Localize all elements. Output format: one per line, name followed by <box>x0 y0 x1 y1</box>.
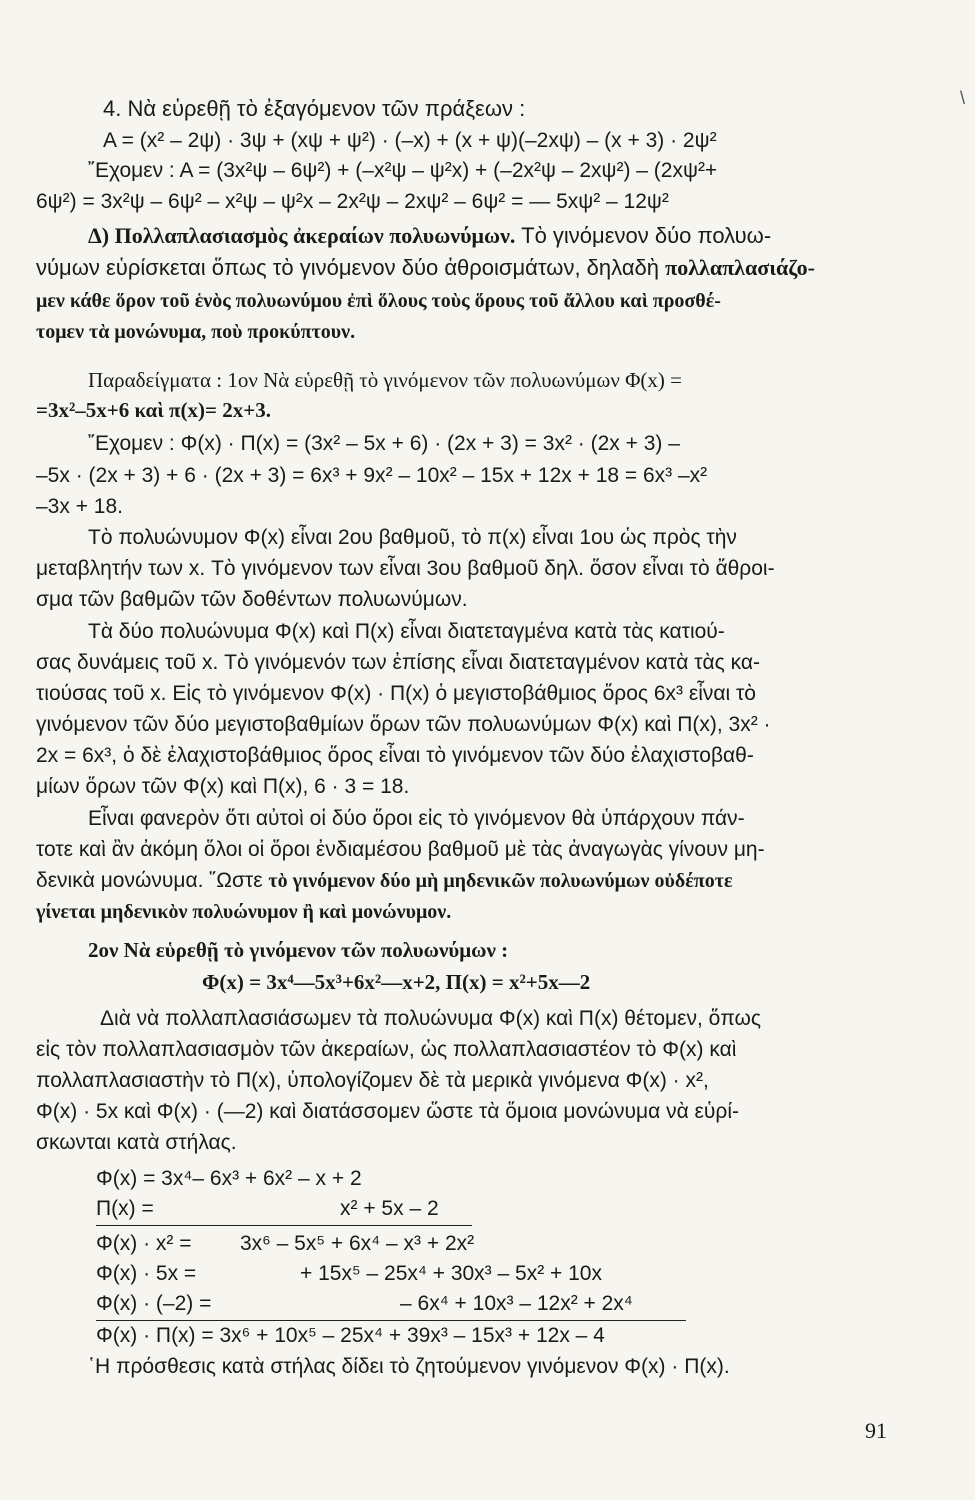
paragraph-1-line: σμα τῶν βαθμῶν τῶν δοθέντων πολυωνύμων. <box>36 588 468 611</box>
example-2-text-line: πολλαπλασιαστὴν τὸ Π(x), ὑπολογίζομεν δὲ τὰ μερικὰ γινόμενα Φ(x) · x², <box>36 1069 709 1092</box>
calc-row-phi: Φ(x) = 3x⁴– 6x³ + 6x² – x + 2 <box>96 1167 362 1190</box>
example-2-text-line: Διὰ νὰ πολλαπλασιάσωμεν τὰ πολυώνυμα Φ(x) καὶ Π(x) θέτομεν, ὅπως <box>100 1007 762 1030</box>
calc-rule-2 <box>96 1320 686 1321</box>
section-d-line-3: μεν κάθε ὅρον τοῦ ἑνὸς πολυωνύμου ἐπὶ ὅλους τοὺς ὅρους τοῦ ἄλλου καὶ προσθέ- <box>36 290 721 312</box>
conclusion-line: ῾Η πρόσθεσις κατὰ στήλας δίδει τὸ ζητούμενον γινόμενον Φ(x) · Π(x). <box>88 1355 730 1378</box>
page-number: 91 <box>865 1418 887 1443</box>
paragraph-2-line: γινόμενον τῶν δύο μεγιστοβαθμίων ὅρων τῶν πολυωνύμων Φ(x) καὶ Π(x), 3x² · <box>36 713 771 736</box>
exercise-4-expression: Α = (x² – 2ψ) · 3ψ + (xψ + ψ²) · (–x) + (x + ψ)(–2xψ) – (x + 3) · 2ψ² <box>103 129 717 152</box>
section-d-line-2 <box>36 254 815 282</box>
paragraph-2-line: 2x = 6x³, ὁ δὲ ἐλαχιστοβάθμιος ὅρος εἶναι τὸ γινόμενον τῶν δύο ἐλαχιστοβαθ- <box>36 744 754 767</box>
example-2-formula: Φ(x) = 3x⁴—5x³+6x²—x+2, Π(x) = x²+5x—2 <box>202 970 591 994</box>
section-d-heading: Δ) Πολλαπλασιασμὸς ἀκεραίων πολυωνύμων. <box>88 223 516 248</box>
paragraph-3-emphasis-line: γίνεται μηδενικὸν πολυώνυμον ἢ καὶ μονώνυμον. <box>36 901 452 923</box>
paragraph-2-line: σας δυνάμεις τοῦ x. Τὸ γινόμενόν των ἐπίσης εἶναι διατεταγμένον κατὰ τὰς κα- <box>36 651 760 674</box>
calc-rule-1 <box>96 1225 472 1226</box>
paragraph-1-line: μεταβλητήν των x. Τὸ γινόμενον των εἶναι 3ου βαθμοῦ δηλ. ὅσον εἶναι τὸ ἄθροι- <box>36 557 775 580</box>
paragraph-3-line <box>36 867 733 895</box>
example-1-polynomials: =3x²–5x+6 καὶ π(x)= 2x+3. <box>36 398 271 422</box>
calc-row-pi-value: x² + 5x – 2 <box>340 1197 439 1220</box>
section-d-text-2b: πολλαπλασιάζο- <box>665 255 815 280</box>
calc-row-pi-label: Π(x) = <box>96 1197 154 1220</box>
section-d-line-1 <box>88 222 771 250</box>
paragraph-1-line: Τὸ πολυώνυμον Φ(x) εἶναι 2ου βαθμοῦ, τὸ π(x) εἶναι 1ου ὡς πρὸς τὴν <box>88 526 737 549</box>
example-1-solution-line-1: ῎Εχομεν : Φ(x) · Π(x) = (3x² – 5x + 6) · (2x + 3) = 3x² · (2x + 3) – <box>88 432 680 455</box>
section-d-text-1: Τὸ γινόμενον δύο πολυω- <box>521 223 772 248</box>
paragraph-3-emphasis: τὸ γινόμενον δύο μὴ μηδενικῶν πολυωνύμων οὐδέποτε <box>268 870 733 892</box>
paragraph-3-text: δενικὰ μονώνυμα. ῞Ωστε <box>36 869 263 892</box>
section-d-text-2a: νύμων εὑρίσκεται ὅπως τὸ γινόμενον δύο ἀθροισμάτων, δηλαδὴ <box>36 255 660 280</box>
paragraph-3-line: Εἶναι φανερὸν ὅτι αὐτοὶ οἱ δύο ὅροι εἰς τὸ γινόμενον θὰ ὑπάρχουν πάν- <box>88 807 745 830</box>
calc-row-3-value: 3x⁶ – 5x⁵ + 6x⁴ – x³ + 2x² <box>240 1232 475 1255</box>
example-1-heading: Παραδείγματα : 1ον Νὰ εὑρεθῇ τὸ γινόμενον τῶν πολυωνύμων Φ(x) = <box>88 368 683 392</box>
exercise-4-title: 4. Νὰ εὑρεθῇ τὸ ἐξαγόμενον τῶν πράξεων : <box>103 96 526 121</box>
exercise-4-solution-line-2: 6ψ²) = 3x²ψ – 6ψ² – x²ψ – ψ²x – 2x²ψ – 2xψ² – 6ψ² = — 5xψ² – 12ψ² <box>36 190 669 213</box>
example-2-heading: 2ον Νὰ εὑρεθῇ τὸ γινόμενον τῶν πολυωνύμων : <box>88 938 509 962</box>
edge-mark: \ <box>959 88 965 108</box>
calc-row-5-value: – 6x⁴ + 10x³ – 12x² + 2x⁴ <box>400 1292 633 1315</box>
paragraph-2-line: τιούσας τοῦ x. Εἰς τὸ γινόμενον Φ(x) · Π(x) ὁ μεγιστοβάθμιος ὅρος 6x³ εἶναι τὸ <box>36 682 756 705</box>
example-1-solution-line-3: –3x + 18. <box>36 495 123 518</box>
exercise-4-solution-line-1: ῎Εχομεν : Α = (3x²ψ – 6ψ²) + (–x²ψ – ψ²x) + (–2x²ψ – 2xψ²) – (2xψ²+ <box>88 159 718 182</box>
calc-result: Φ(x) · Π(x) = 3x⁶ + 10x⁵ – 25x⁴ + 39x³ – 15x³ + 12x – 4 <box>96 1324 605 1347</box>
paragraph-3-line: τοτε καὶ ἂν ἀκόμη ὅλοι οἱ ὅροι ἐνδιαμέσου βαθμοῦ μὲ τὰς ἀναγωγὰς γίνουν μη- <box>36 838 765 861</box>
section-d-line-4: τομεν τὰ μονώνυμα, ποὺ προκύπτουν. <box>36 321 356 343</box>
paragraph-2-line: Τὰ δύο πολυώνυμα Φ(x) καὶ Π(x) εἶναι διατεταγμένα κατὰ τὰς κατιού- <box>88 620 725 643</box>
example-2-text-line: σκωνται κατὰ στήλας. <box>36 1131 237 1154</box>
example-1-solution-line-2: –5x · (2x + 3) + 6 · (2x + 3) = 6x³ + 9x² – 10x² – 15x + 12x + 18 = 6x³ –x² <box>36 464 708 487</box>
paragraph-2-line: μίων ὅρων τῶν Φ(x) καὶ Π(x), 6 · 3 = 18. <box>36 775 410 798</box>
calc-row-3-label: Φ(x) · x² = <box>96 1232 192 1255</box>
calc-row-4-value: + 15x⁵ – 25x⁴ + 30x³ – 5x² + 10x <box>300 1262 602 1285</box>
calc-row-4-label: Φ(x) · 5x = <box>96 1262 197 1285</box>
calc-row-5-label: Φ(x) · (–2) = <box>96 1292 212 1315</box>
example-2-text-line: εἰς τὸν πολλαπλασιασμὸν τῶν ἀκεραίων, ὡς πολλαπλασιαστέον τὸ Φ(x) καὶ <box>36 1038 737 1061</box>
example-2-text-line: Φ(x) · 5x καὶ Φ(x) · (—2) καὶ διατάσσομεν ὥστε τὰ ὅμοια μονώνυμα νὰ εὑρί- <box>36 1100 739 1123</box>
